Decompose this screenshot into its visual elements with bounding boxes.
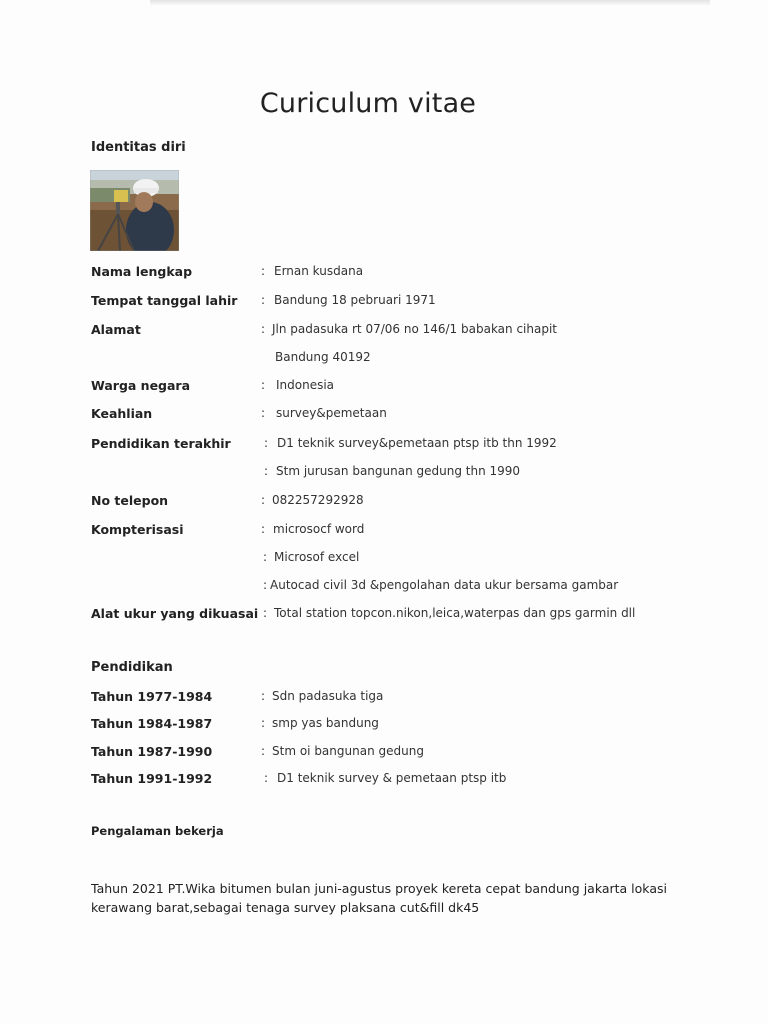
row-separator: : [263,578,268,592]
row-separator: : [264,771,269,785]
identity-row-continued [0,578,768,598]
row-value: Jln padasuka rt 07/06 no 146/1 babakan cihapit [272,322,558,336]
scan-artifact [150,0,710,6]
row-label: Tahun 1977-1984 [91,689,213,704]
identity-row [0,264,768,284]
row-label: Keahlian [91,406,153,421]
row-value: Bandung 40192 [275,350,371,364]
row-value: Sdn padasuka tiga [272,689,384,703]
row-separator: : [261,322,266,336]
identity-row [0,493,768,513]
row-separator: : [261,522,266,536]
row-value: Ernan kusdana [274,264,364,278]
identity-row [0,406,768,426]
row-separator: : [264,436,269,450]
row-separator: : [261,744,266,758]
identity-row-continued [0,464,768,484]
row-separator: : [263,606,268,620]
row-separator: : [261,406,266,420]
row-value: survey&pemetaan [276,406,387,420]
row-separator: : [261,689,266,703]
row-value: Indonesia [276,378,335,392]
row-value: Autocad civil 3d &pengolahan data ukur bersama gambar [270,578,619,592]
row-separator: : [261,378,266,392]
row-value: D1 teknik survey & pemetaan ptsp itb [277,771,507,785]
identity-row-continued [0,550,768,570]
row-label: Tempat tanggal lahir [91,293,238,308]
identity-row [0,522,768,542]
row-label: Kompterisasi [91,522,184,537]
row-separator: : [264,464,269,478]
profile-photo [90,170,179,251]
row-label: Tahun 1991-1992 [91,771,213,786]
experience-text: Tahun 2021 PT.Wika bitumen bulan juni-agustus proyek kereta cepat bandung jakarta lokasi kerawang barat,sebagai tenaga survey plaksana cut&fill dk45 [91,881,667,915]
row-separator: : [263,550,268,564]
row-value: 082257292928 [272,493,364,507]
row-value: Stm oi bangunan gedung [272,744,424,758]
identity-row [0,322,768,342]
row-value: Microsof excel [274,550,360,564]
education-heading: Pendidikan [91,660,173,675]
row-value: Bandung 18 pebruari 1971 [274,293,436,307]
row-value: microsocf word [273,522,365,536]
row-label: Tahun 1987-1990 [91,744,213,759]
identity-row [0,378,768,398]
row-value: Stm jurusan bangunan gedung thn 1990 [276,464,521,478]
row-label: Pendidikan terakhir [91,436,231,451]
identity-heading: Identitas diri [91,140,186,155]
education-row [0,744,768,764]
row-value: Total station topcon.nikon,leica,waterpas dan gps garmin dll [274,606,636,620]
row-label: Alamat [91,322,141,337]
identity-row-continued [0,350,768,370]
experience-heading: Pengalaman bekerja [91,824,224,838]
row-value: D1 teknik survey&pemetaan ptsp itb thn 1992 [277,436,557,450]
row-separator: : [261,293,266,307]
row-label: Alat ukur yang dikuasai [91,606,259,621]
identity-row [0,293,768,313]
row-value: smp yas bandung [272,716,379,730]
identity-row [0,606,768,626]
row-label: No telepon [91,493,169,508]
row-label: Nama lengkap [91,264,193,279]
row-label: Tahun 1984-1987 [91,716,213,731]
education-row [0,689,768,709]
education-row [0,716,768,736]
row-label: Warga negara [91,378,191,393]
page-title: Curiculum vitae [259,88,477,119]
identity-row [0,436,768,456]
education-row [0,771,768,791]
row-separator: : [261,716,266,730]
row-separator: : [261,264,266,278]
row-separator: : [261,493,266,507]
